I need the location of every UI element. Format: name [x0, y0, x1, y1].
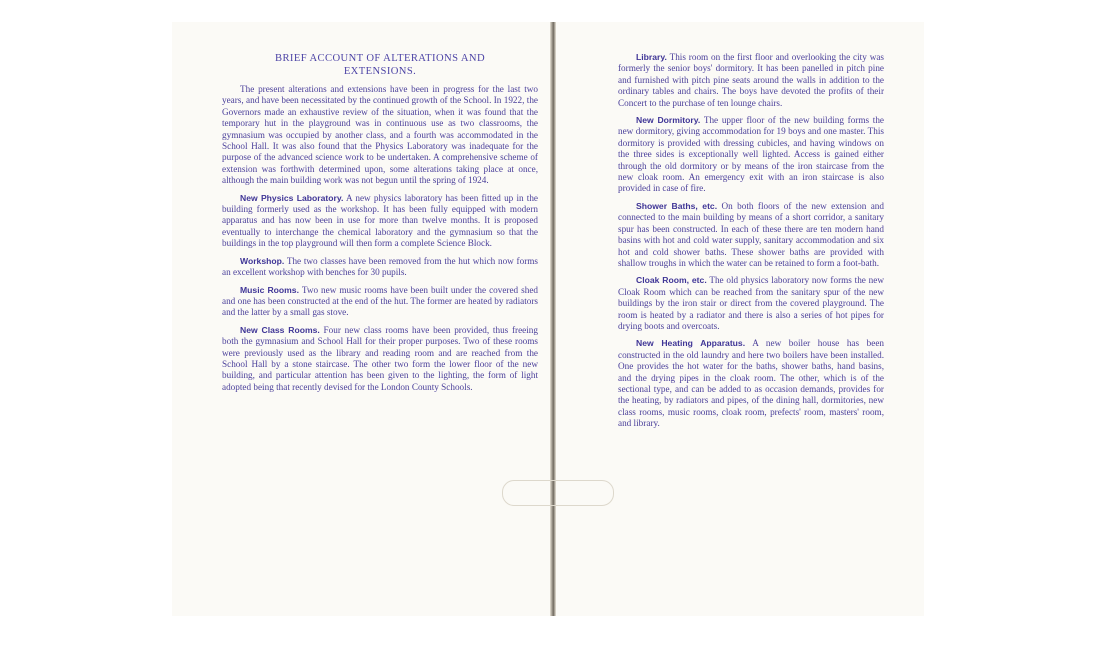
- section-physics-laboratory: [222, 193, 538, 250]
- section-text: Four new class rooms have been provided, thus freeing both the gymnasium and School Hall for their proper purposes. Two of these rooms were previously used as the library and reading room and are reached from the School Hall by a stone staircase. The other two form the lower floor of the new building, and particular attention has been given to the lighting, the form of light adopted being that recently devised for the London County Schools.: [222, 324, 538, 392]
- left-page: [172, 22, 552, 616]
- section-shower-baths: [618, 201, 884, 269]
- section-text: On both floors of the new extension and connected to the main building by means of a short corridor, a sanitary spur has been constructed. In each of these there are ten modern hand basins with hot and cold water supply, sanitary accommodation and six hot and cold shower baths. These shower baths are provided with shallow troughs in which the water can be retained to form a foot-bath.: [618, 200, 884, 268]
- section-workshop: [222, 256, 538, 279]
- section-text: The old physics laboratory now forms the new Cloak Room which can be reached from the sanitary spur of the new buildings by the iron stair or direct from the covered playground. The room is heated by a radiator and there is also a series of hot pipes for drying boots and overcoats.: [618, 275, 884, 331]
- title-line-2: EXTENSIONS.: [343, 66, 417, 77]
- section-heading: Workshop.: [240, 255, 285, 266]
- document-spread: [172, 22, 924, 616]
- title-line-1: BRIEF ACCOUNT OF ALTERATIONS AND: [275, 53, 485, 64]
- section-heating-apparatus: [618, 338, 884, 429]
- section-heading: New Dormitory.: [636, 115, 701, 126]
- section-heading: Cloak Room, etc.: [636, 275, 707, 286]
- page-title: [222, 52, 538, 78]
- section-music-rooms: [222, 285, 538, 319]
- section-class-rooms: [222, 325, 538, 393]
- left-page-text: [222, 52, 538, 399]
- section-dormitory: [618, 115, 884, 195]
- intro-paragraph: The present alterations and extensions have been in progress for the last two years, and have been necessitated by the continued growth of the School. In 1922, the Governors made an exhaustive review of the situation, when it was found that the temporary hut in the playground was in continuous use as two classrooms, the gymnasium was occupied by another class, and a fourth was accommodated in the School Hall. It was also found that the Physics Laboratory was inadequate for the purpose of the advanced science work to be undertaken. A comprehensive scheme of extension was forthwith determined upon, some alterations taking place at once, although the main building work was not begun until the spring of 1924.: [222, 84, 538, 186]
- section-text: This room on the first floor and overlooking the city was formerly the senior boys' dormitory. It has been panelled in pitch pine and furnished with pitch pine seats around the walls in addition to the ordinary tables and chairs. The boys have devoted the profits of their Concert to the purchase of ten lounge chairs.: [618, 52, 884, 108]
- right-page: [556, 22, 924, 616]
- section-text: The two classes have been removed from the hut which now forms an excellent workshop with benches for 30 pupils.: [222, 255, 538, 278]
- right-page-text: [618, 52, 884, 436]
- section-heading: New Heating Apparatus.: [636, 338, 746, 349]
- section-heading: Library.: [636, 52, 667, 62]
- section-text: A new physics laboratory has been fitted up in the building formerly used as the workshop. It has been fully equipped with modern apparatus and has now been in use for more than twelve months. It is proposed eventually to interchange the chemical laboratory and the gymnasium so that the buildings in the top playground will then form a complete Science Block.: [222, 192, 538, 249]
- section-heading: New Physics Laboratory.: [240, 192, 344, 203]
- section-text: A new boiler house has been constructed in the old laundry and here two boilers have been installed. One provides the hot water for the baths, shower baths, hand basins, and the drying pipes in the cloak room. The other, which is of the sectional type, and can be added to as occasion demands, provides for the heating, by radiators and pipes, of the dining hall, dormitories, new class rooms, music rooms, cloak room, prefects' room, masters' room, and library.: [618, 338, 884, 429]
- section-heading: Shower Baths, etc.: [636, 200, 718, 211]
- section-library: [618, 52, 884, 109]
- section-text: Two new music rooms have been built under the covered shed and one has been constructed at the end of the hut. The former are heated by radiators and the latter by a small gas stove.: [222, 284, 538, 318]
- section-cloak-room: [618, 275, 884, 332]
- section-heading: Music Rooms.: [240, 284, 299, 295]
- section-text: The upper floor of the new building forms the new dormitory, giving accommodation for 19 boys and one master. This dormitory is provided with dressing cubicles, and having windows on the three sides is exceptionally well lighted. Access is gained either through the old dormitory or by means of the iron staircase from the new cloak room. An emergency exit with an iron staircase is also provided in case of fire.: [618, 115, 884, 194]
- section-heading: New Class Rooms.: [240, 324, 320, 335]
